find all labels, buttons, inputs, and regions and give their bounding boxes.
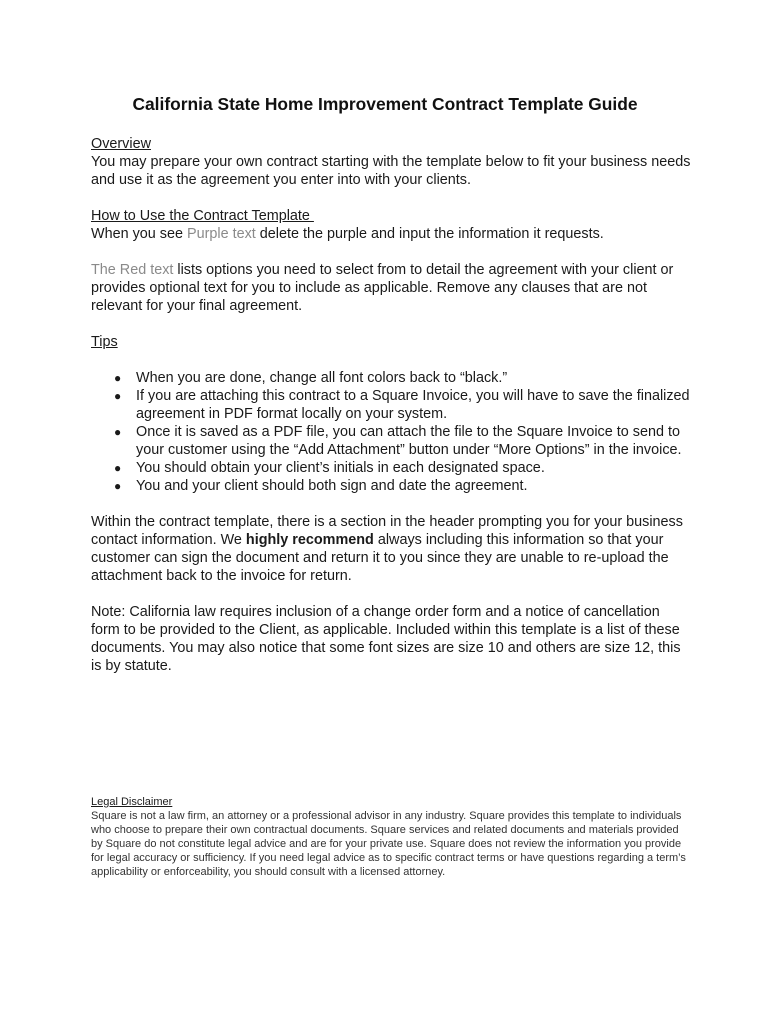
contact-prefix: Within the contract template, there is a section in the header prompting you for your business contact information. We — [91, 514, 687, 548]
bullet-icon: ● — [114, 461, 122, 475]
contact-suffix: always including this information so that your customer can sign the document and return it to you since they are unable to re-upload the attachment back to the invoice for return. — [91, 532, 673, 584]
tip-text: When you are done, change all font colors back to “black.” — [136, 370, 508, 386]
tip-text: You and your client should both sign and date the agreement. — [136, 478, 528, 494]
spacer — [91, 495, 691, 513]
tips-list-item — [114, 387, 691, 423]
highly-recommend-emphasis: highly recommend — [245, 532, 374, 548]
tip-text: Once it is saved as a PDF file, you can attach the file to the Square Invoice to send to your customer using the “Add Attachment” button under “More Options” in the invoice. — [136, 424, 682, 458]
note-paragraph: Note: California law requires inclusion of a change order form and a notice of cancellation form to be provided to the Client, as applicable. Included within this template is a list of these documents. You may also notice that some font sizes are size 10 and others are size 12, this is by statute. — [91, 604, 681, 674]
bullet-icon: ● — [114, 479, 122, 493]
bullet-icon: ● — [114, 389, 122, 403]
how-to-prefix: When you see — [91, 226, 187, 242]
tips-list — [91, 369, 691, 495]
overview-text: You may prepare your own contract starting with the template below to fit your business needs and use it as the agreement you enter into with your clients. — [91, 154, 691, 188]
tips-heading: Tips — [91, 334, 118, 350]
tips-list-item — [114, 477, 691, 495]
bullet-icon: ● — [114, 371, 122, 385]
contact-info-paragraph — [91, 513, 691, 585]
tips-list-item — [114, 369, 691, 387]
legal-disclaimer-heading: Legal Disclaimer — [91, 796, 173, 808]
bullet-icon: ● — [114, 425, 122, 439]
spacer — [91, 315, 691, 333]
tips-list-item — [114, 459, 691, 477]
document-title: California State Home Improvement Contract Template Guide — [132, 94, 638, 114]
how-to-heading: How to Use the Contract Template — [91, 208, 314, 224]
tips-list-item — [114, 423, 691, 459]
spacer — [91, 585, 691, 603]
document-body — [91, 135, 691, 675]
red-text-paragraph — [91, 261, 691, 315]
how-to-suffix: delete the purple and input the information it requests. — [255, 226, 604, 242]
spacer — [91, 243, 691, 261]
spacer — [91, 189, 691, 207]
overview-heading: Overview — [91, 136, 151, 152]
red-text-label: The Red text — [91, 262, 174, 278]
tip-text: You should obtain your client’s initials in each designated space. — [136, 460, 545, 476]
spacer — [91, 351, 691, 369]
red-text-description: lists options you need to select from to detail the agreement with your client or provides optional text for you to include as applicable. Remove any clauses that are not relevant for your final agreement. — [91, 262, 678, 314]
legal-disclaimer-text: Square is not a law firm, an attorney or a professional advisor in any industry. Square provides this template to individuals who choose to prepare their own contractual documents. Square services and related documents and materials provided by Square do not constitute legal advice and are for your private use. Square does not review the information you provide for legal accuracy or sufficiency. If you need legal advice as to specific contract terms or have questions regarding a term’s applicability or enforceability, you should consult with a licensed attorney. — [91, 810, 686, 878]
legal-disclaimer — [91, 795, 691, 879]
purple-text-label: Purple text — [187, 226, 256, 242]
how-to-instruction — [91, 225, 691, 243]
tip-text: If you are attaching this contract to a Square Invoice, you will have to save the finalized agreement in PDF format locally on your system. — [136, 388, 690, 422]
